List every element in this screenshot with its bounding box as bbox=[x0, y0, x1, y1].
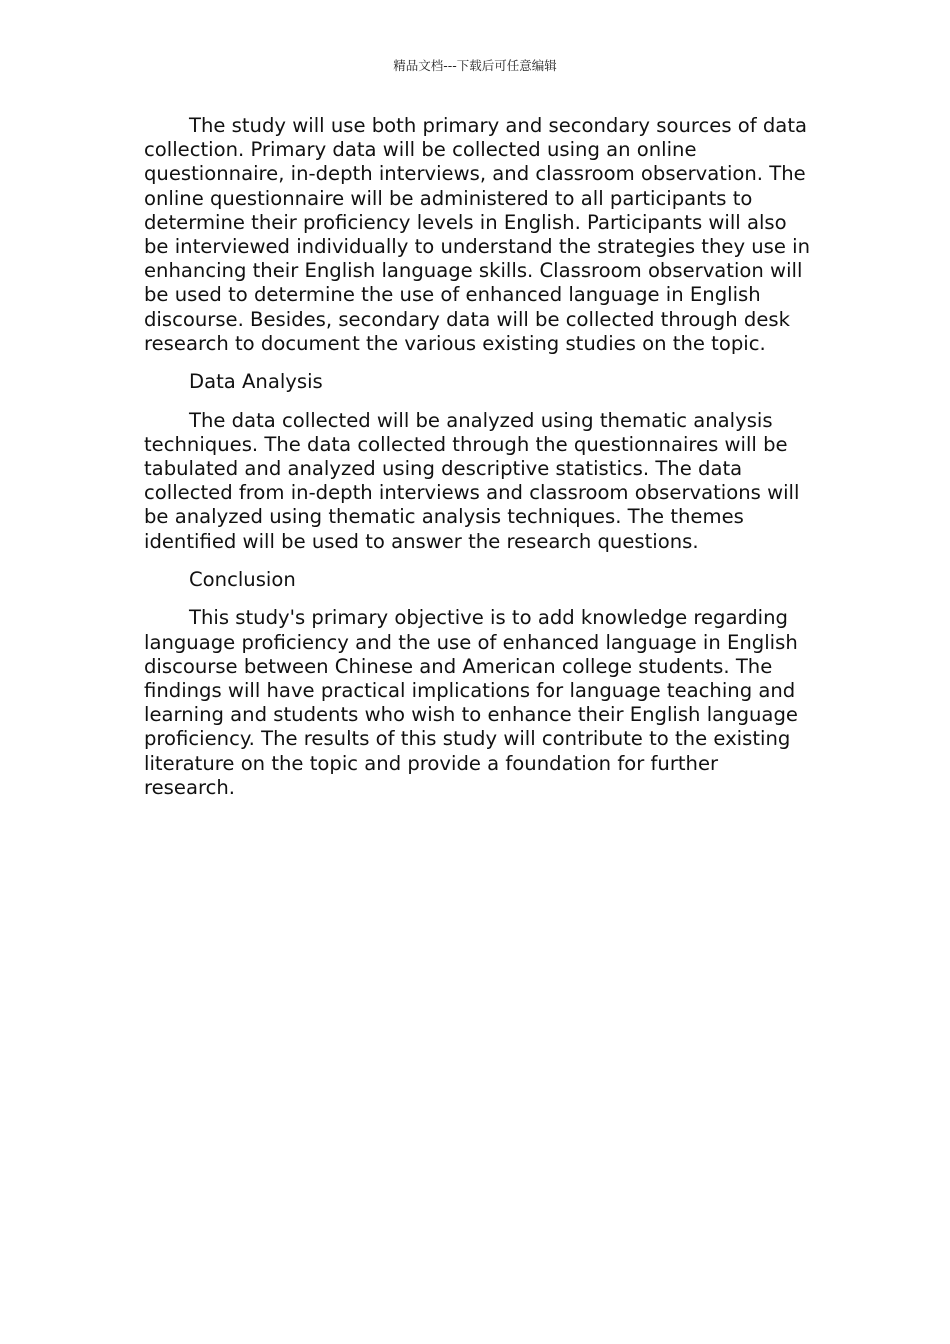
heading-conclusion: Conclusion bbox=[189, 568, 296, 592]
page-header-watermark: 精品文档---下载后可任意编辑 bbox=[393, 58, 557, 73]
heading-data-analysis: Data Analysis bbox=[189, 370, 323, 394]
paragraph-data-analysis: The data collected will be analyzed using thematic analysis techniques. The data collected through the questionnaires will be tabulated and analyzed using descriptive statistics. The data collected from in-depth interviews and classroom observations will be analyzed using thematic analysis techniques. The themes identified will be used to answer the research questions. bbox=[144, 408, 800, 553]
document-body bbox=[144, 114, 812, 814]
paragraph-conclusion: This study's primary objective is to add knowledge regarding language proficiency and the use of enhanced language in English discourse between Chinese and American college students. The findings will have practical implications for language teaching and learning and students who wish to enhance their English language proficiency. The results of this study will contribute to the existing literature on the topic and provide a foundation for further research. bbox=[144, 606, 798, 799]
paragraph-data-collection: The study will use both primary and secondary sources of data collection. Primary data will be collected using an online questionnaire, in-depth interviews, and classroom observation. The online questionnaire will be administered to all participants to determine their proficiency levels in English. Participants will also be interviewed individually to understand the strategies they use in enhancing their English language skills. Classroom observation will be used to determine the use of enhanced language in English discourse. Besides, secondary data will be collected through desk research to document the various existing studies on the topic. bbox=[144, 114, 811, 355]
